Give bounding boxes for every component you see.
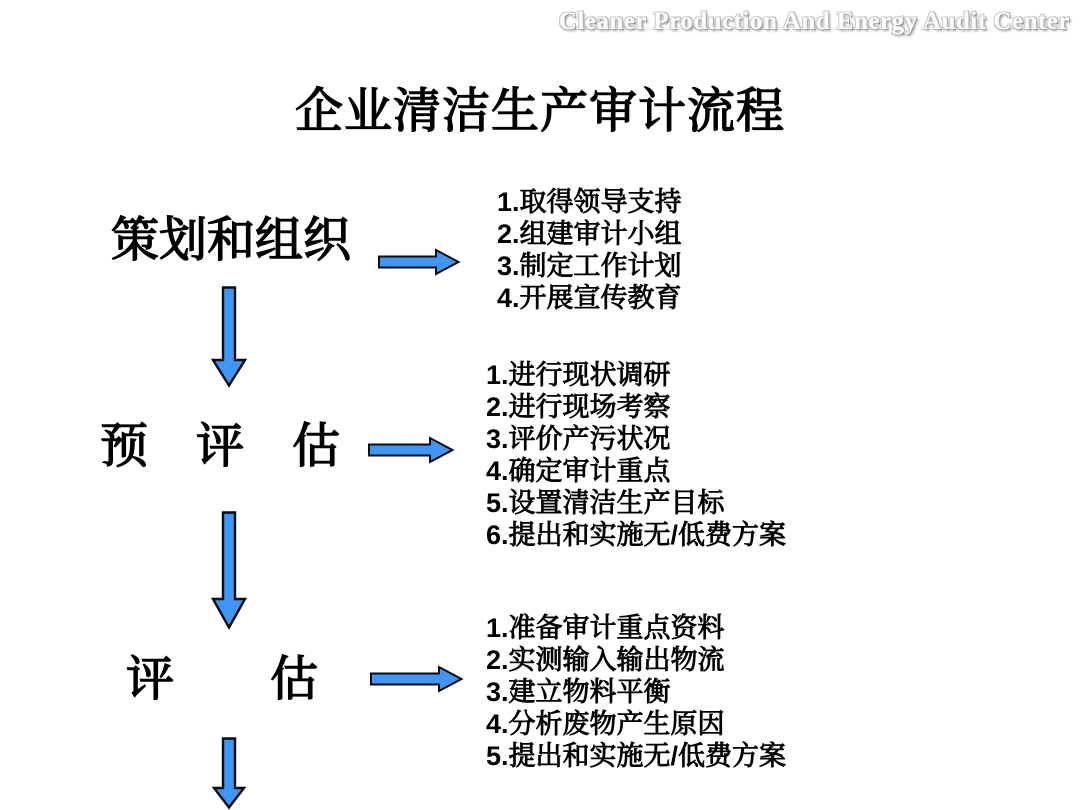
down-arrow-shape (213, 288, 245, 386)
slide-title: 企业清洁生产审计流程 (294, 85, 785, 138)
stage-list-pre-assessment (486, 359, 786, 551)
list-item: 6.提出和实施无/低费方案 (486, 520, 787, 550)
list-item: 4.确定审计重点 (486, 456, 671, 486)
right-arrow-shape (371, 667, 462, 691)
list-item: 3.评价产污状况 (486, 424, 671, 454)
list-item: 2.进行现场考察 (486, 392, 671, 422)
list-item: 1.准备审计重点资料 (486, 613, 725, 643)
down-arrow-icon (211, 511, 247, 629)
down-arrow-icon (211, 286, 247, 387)
list-item: 2.组建审计小组 (497, 219, 682, 249)
stage-label-planning-organization: 策划和组织 (111, 214, 352, 267)
down-arrow-icon (212, 737, 246, 809)
list-item: 3.制定工作计划 (497, 251, 682, 281)
list-item: 4.开展宣传教育 (497, 283, 682, 313)
list-item: 1.进行现状调研 (486, 360, 671, 390)
brand-watermark: Cleaner Production And Energy Audit Center (558, 8, 1070, 35)
down-arrow-shape (213, 513, 245, 628)
list-item: 4.分析废物产生原因 (486, 709, 725, 739)
down-arrow-shape (214, 739, 244, 808)
right-arrow-shape (379, 250, 459, 274)
right-arrow-icon (370, 666, 463, 692)
right-arrow-icon (378, 249, 460, 275)
stage-label-pre-assessment: 预 评 估 (100, 420, 341, 473)
list-item: 5.设置清洁生产目标 (486, 488, 725, 518)
stage-list-planning-organization (497, 186, 682, 314)
list-item: 1.取得领导支持 (497, 187, 682, 217)
right-arrow-icon (368, 437, 454, 463)
stage-label-assessment: 评 估 (126, 653, 319, 706)
list-item: 5.提出和实施无/低费方案 (486, 741, 787, 771)
list-item: 3.建立物料平衡 (486, 677, 671, 707)
list-item: 2.实测输入输出物流 (486, 645, 725, 675)
right-arrow-shape (369, 438, 453, 462)
stage-list-assessment (486, 612, 786, 772)
